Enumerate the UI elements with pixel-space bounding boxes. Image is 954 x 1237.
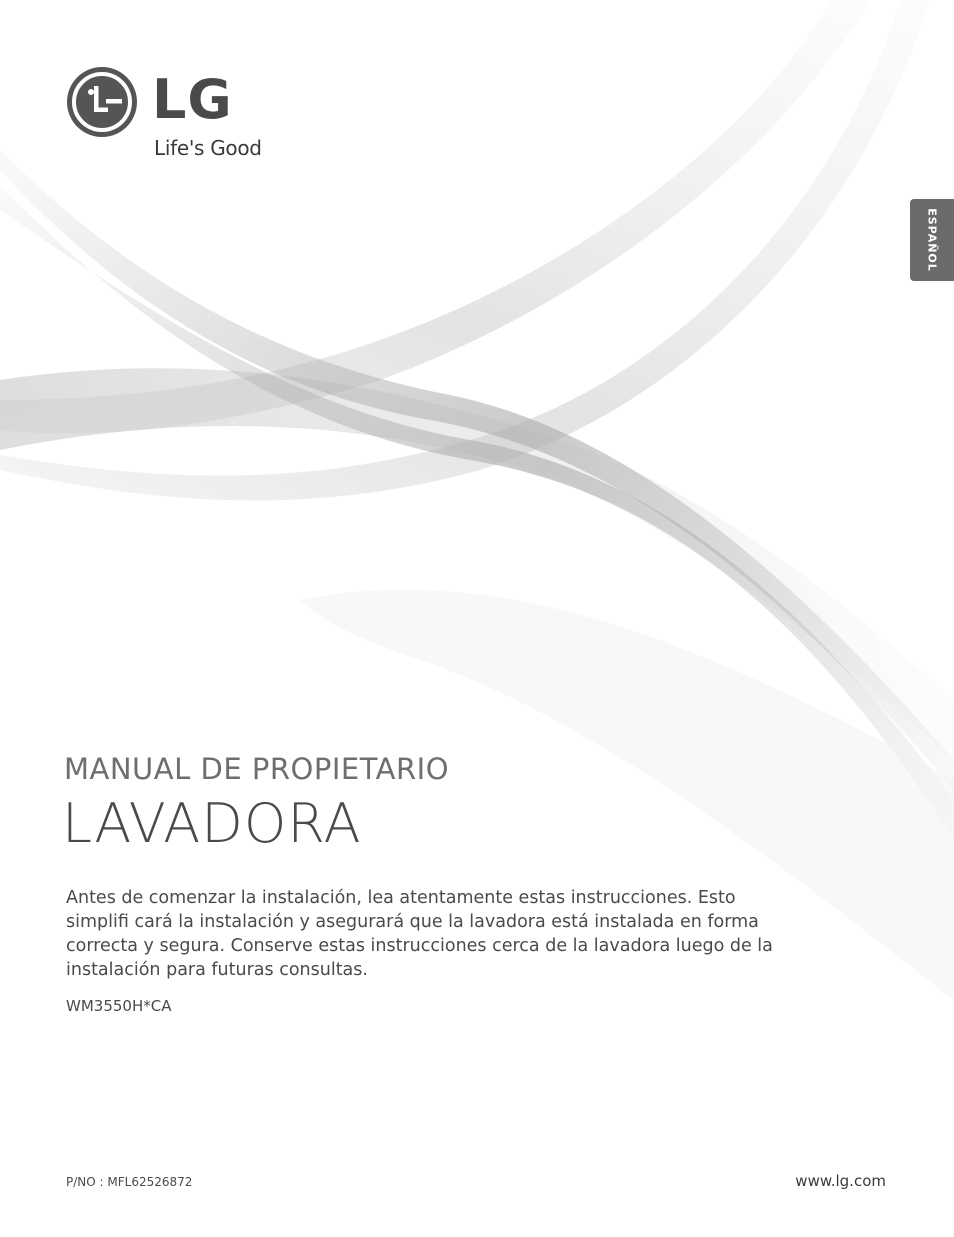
part-number: P/NO : MFL62526872 [66,1175,193,1189]
language-tab [910,199,954,281]
lg-face-icon [66,66,138,138]
website-link: www.lg.com [795,1172,886,1190]
brand-name: LG [152,68,233,131]
brand-tagline: Life's Good [154,136,262,160]
manual-title: LAVADORA [62,792,362,855]
model-number: WM3550H*CA [66,997,172,1015]
language-tab-label: ESPAÑOL [925,208,939,272]
lg-logo [66,66,286,166]
intro-paragraph: Antes de comenzar la instalación, lea atentamente estas instrucciones. Esto simplifi cará la instalación y asegurará que la lavadora está instalada en forma correcta y segura. Conserve estas instrucciones cerca de la lavadora luego de la instalación para futuras consultas. [66,888,773,980]
manual-subtitle: MANUAL DE PROPIETARIO [64,752,450,786]
